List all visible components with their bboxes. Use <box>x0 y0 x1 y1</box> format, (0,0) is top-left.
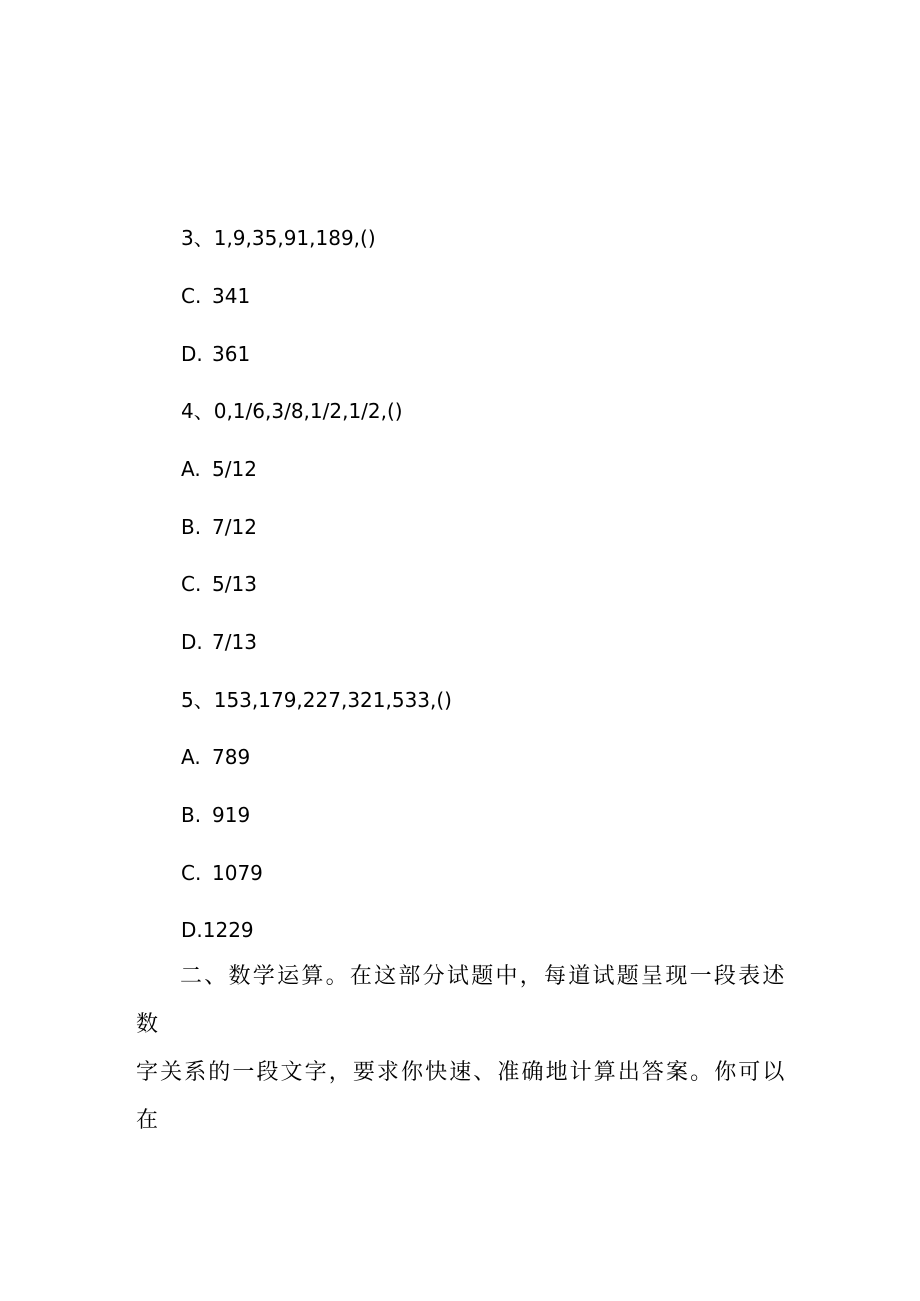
option-value: 1079 <box>212 861 263 885</box>
section-paragraph <box>136 953 786 1145</box>
option-letter: D. <box>181 630 203 654</box>
option-value: 5/13 <box>212 572 257 596</box>
option-value: 7/13 <box>212 630 257 654</box>
question-3-option-c <box>181 284 250 308</box>
question-5-option-b <box>181 803 250 827</box>
option-value: 919 <box>212 803 251 827</box>
question-5-stem: 5、153,179,227,321,533,() <box>181 688 452 712</box>
option-letter: D. <box>181 342 203 366</box>
option-value: 5/12 <box>212 457 257 481</box>
question-4-option-d <box>181 630 257 654</box>
question-4-option-c <box>181 572 257 596</box>
option-value: 789 <box>212 745 251 769</box>
question-5-option-a <box>181 745 250 769</box>
option-letter: C. <box>181 861 202 885</box>
option-letter: C. <box>181 284 202 308</box>
question-4-option-b <box>181 515 257 539</box>
option-letter: B. <box>181 803 202 827</box>
option-value: 7/12 <box>212 515 257 539</box>
option-letter: B. <box>181 515 202 539</box>
question-5-option-d: D.1229 <box>181 918 254 942</box>
question-5-option-c <box>181 861 263 885</box>
option-letter: A. <box>181 745 201 769</box>
question-3-option-d <box>181 342 250 366</box>
section-line-2: 字关系的一段文字，要求你快速、准确地计算出答案。你可以在 <box>136 1060 786 1133</box>
option-letter: C. <box>181 572 202 596</box>
option-letter: A. <box>181 457 201 481</box>
option-value: 341 <box>212 284 251 308</box>
section-line-1: 二、数学运算。在这部分试题中，每道试题呈现一段表述数 <box>136 964 786 1037</box>
question-3-stem: 3、1,9,35,91,189,() <box>181 226 376 250</box>
question-4-stem: 4、0,1/6,3/8,1/2,1/2,() <box>181 399 403 423</box>
option-value: 361 <box>212 342 251 366</box>
question-4-option-a <box>181 457 257 481</box>
